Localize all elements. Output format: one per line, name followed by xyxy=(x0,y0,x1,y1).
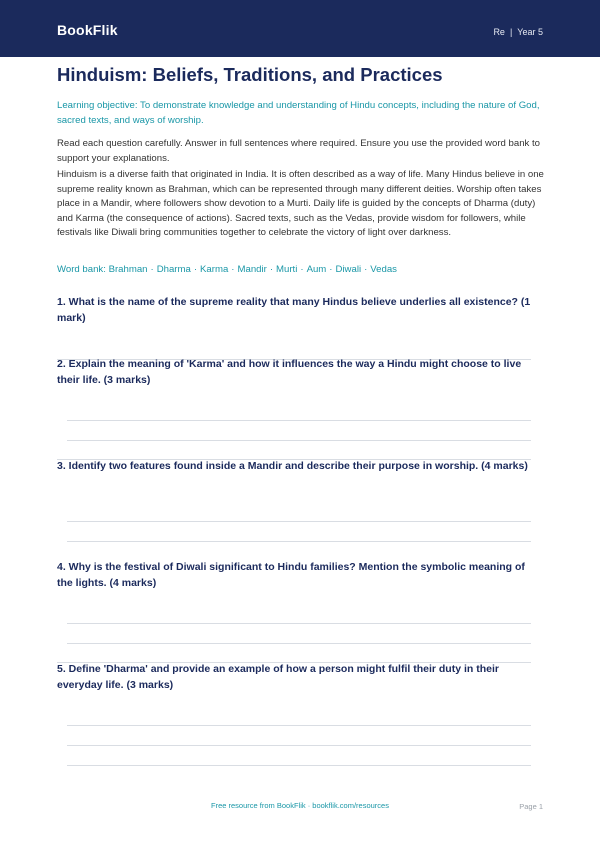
word-bank-separator: · xyxy=(364,264,368,275)
question-5: 5. Define 'Dharma' and provide an example of how a person might fulfil their duty in their everyday life. (3 marks) xyxy=(57,663,499,691)
word-bank-term: Karma xyxy=(200,264,229,275)
answer-line[interactable] xyxy=(67,521,531,522)
word-bank-term: Dharma xyxy=(156,264,191,275)
word-bank-separator: · xyxy=(231,264,235,275)
answer-line[interactable] xyxy=(67,420,531,421)
word-bank-term: Diwali xyxy=(335,264,362,275)
header-separator: | xyxy=(509,27,513,37)
footer-resource-link[interactable]: Free resource from BookFlik · bookflik.com/resources xyxy=(211,801,389,810)
question-3: 3. Identify two features found inside a Mandir and describe their purpose in worship. (4 marks) xyxy=(57,460,528,472)
instructions-text: Read each question carefully. Answer in full sentences where required. Ensure you use the provided word bank to support your explanations. xyxy=(57,138,540,164)
year-label: Year 5 xyxy=(517,27,543,37)
page-number: Page 1 xyxy=(519,802,543,811)
answer-line[interactable] xyxy=(67,440,531,441)
word-bank-separator: · xyxy=(150,264,154,275)
answer-line[interactable] xyxy=(67,745,531,746)
word-bank-separator: · xyxy=(193,264,198,275)
question-4: 4. Why is the festival of Diwali significant to Hindu families? Mention the symbolic meaning of the lights. (4 marks) xyxy=(57,561,525,589)
word-bank-term: Brahman xyxy=(108,264,148,275)
question-1: 1. What is the name of the supreme reality that many Hindus believe underlies all existence? (1 mark) xyxy=(57,296,531,324)
subject-label: Re xyxy=(493,27,505,37)
brand-logo-text[interactable]: BookFlik xyxy=(57,22,118,38)
answer-line[interactable] xyxy=(67,765,531,766)
word-bank-term: Vedas xyxy=(370,264,397,275)
word-bank xyxy=(57,264,547,275)
answer-line[interactable] xyxy=(67,541,531,542)
answer-line[interactable] xyxy=(67,643,531,644)
word-bank-separator: · xyxy=(300,264,304,275)
word-bank-term: Mandir xyxy=(237,264,267,275)
answer-line[interactable] xyxy=(67,623,531,624)
word-bank-separator: · xyxy=(329,264,333,275)
question-2: 2. Explain the meaning of 'Karma' and how it influences the way a Hindu might choose to live their life. (3 marks) xyxy=(57,358,522,386)
reading-passage: Hinduism is a diverse faith that originated in India. It is often described as a way of life. Many Hindus believe in one supreme reality known as Brahman, which can be represented through many different deities. Worship often takes place in a Mandir, where followers show devotion to a Murti. Daily life is guided by the concepts of Dharma (duty) and Karma (the consequence of actions). Sacred texts, such as the Vedas, provide wisdom for followers, while festivals like Diwali bring communities together to celebrate the victory of light over darkness. xyxy=(57,169,544,238)
word-bank-term: Murti xyxy=(276,264,298,275)
header-meta xyxy=(493,27,543,37)
answer-line[interactable] xyxy=(67,725,531,726)
word-bank-separator: · xyxy=(269,264,274,275)
word-bank-label: Word bank: xyxy=(57,264,106,275)
word-bank-term: Aum xyxy=(306,264,327,275)
page-header xyxy=(0,0,600,57)
worksheet-title: Hinduism: Beliefs, Traditions, and Practices xyxy=(57,64,443,85)
learning-objective: Learning objective: To demonstrate knowledge and understanding of Hindu concepts, including the nature of God, sacred texts, and ways of worship. xyxy=(57,100,540,126)
